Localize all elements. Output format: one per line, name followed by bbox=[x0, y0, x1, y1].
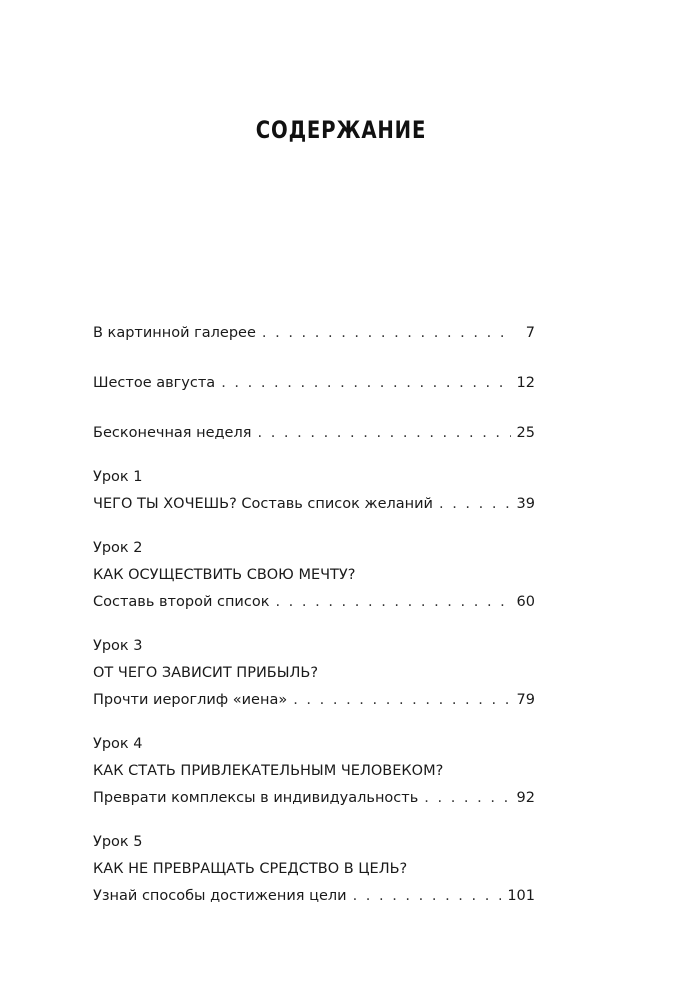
toc-entry[interactable] bbox=[93, 370, 535, 397]
toc-page-number: 12 bbox=[516, 375, 535, 391]
toc-page-number: 79 bbox=[516, 692, 535, 708]
toc-page-number: 7 bbox=[525, 325, 535, 341]
toc-entry[interactable] bbox=[93, 883, 535, 910]
dot-leader bbox=[221, 370, 510, 397]
dot-leader bbox=[424, 785, 510, 812]
dot-leader bbox=[262, 320, 511, 347]
dot-leader bbox=[439, 491, 511, 518]
dot-leader bbox=[275, 589, 510, 616]
lesson-label: Урок 5 bbox=[93, 834, 143, 850]
lesson-heading: КАК НЕ ПРЕВРАЩАТЬ СРЕДСТВО В ЦЕЛЬ? bbox=[93, 861, 408, 877]
toc-page-number: 101 bbox=[507, 888, 535, 904]
toc-entry-title: Преврати комплексы в индивидуальность bbox=[93, 790, 419, 806]
toc-page-number: 25 bbox=[516, 425, 535, 441]
toc-entry-title: Узнай способы достижения цели bbox=[93, 888, 347, 904]
toc-page-number: 92 bbox=[516, 790, 535, 806]
toc-entry-title: Составь второй список bbox=[93, 594, 270, 610]
toc-entry-title: В картинной галерее bbox=[93, 325, 256, 341]
lesson-heading: КАК ОСУЩЕСТВИТЬ СВОЮ МЕЧТУ? bbox=[93, 567, 356, 583]
lesson-label: Урок 4 bbox=[93, 736, 143, 752]
toc-entry[interactable] bbox=[93, 491, 535, 518]
toc-page-number: 39 bbox=[516, 496, 535, 512]
lesson-label: Урок 2 bbox=[93, 540, 143, 556]
lesson-label: Урок 3 bbox=[93, 638, 143, 654]
toc-entry[interactable] bbox=[93, 589, 535, 616]
toc-entry[interactable] bbox=[93, 785, 535, 812]
toc-entry-title: Прочти иероглиф «иена» bbox=[93, 692, 288, 708]
table-of-contents bbox=[93, 320, 535, 910]
toc-entry[interactable] bbox=[93, 320, 535, 347]
page-title: СОДЕРЖАНИЕ bbox=[255, 116, 427, 144]
toc-entry[interactable] bbox=[93, 687, 535, 714]
toc-entry-title: ЧЕГО ТЫ ХОЧЕШЬ? Составь список желаний bbox=[93, 496, 433, 512]
toc-entry[interactable] bbox=[93, 420, 535, 447]
dot-leader bbox=[353, 883, 502, 910]
toc-entry-title: Шестое августа bbox=[93, 375, 216, 391]
lesson-heading: ОТ ЧЕГО ЗАВИСИТ ПРИБЫЛЬ? bbox=[93, 665, 319, 681]
lesson-heading: КАК СТАТЬ ПРИВЛЕКАТЕЛЬНЫМ ЧЕЛОВЕКОМ? bbox=[93, 763, 444, 779]
toc-entry-title: Бесконечная неделя bbox=[93, 425, 252, 441]
dot-leader bbox=[293, 687, 510, 714]
dot-leader bbox=[257, 420, 510, 447]
lesson-label: Урок 1 bbox=[93, 469, 143, 485]
toc-page-number: 60 bbox=[516, 594, 535, 610]
